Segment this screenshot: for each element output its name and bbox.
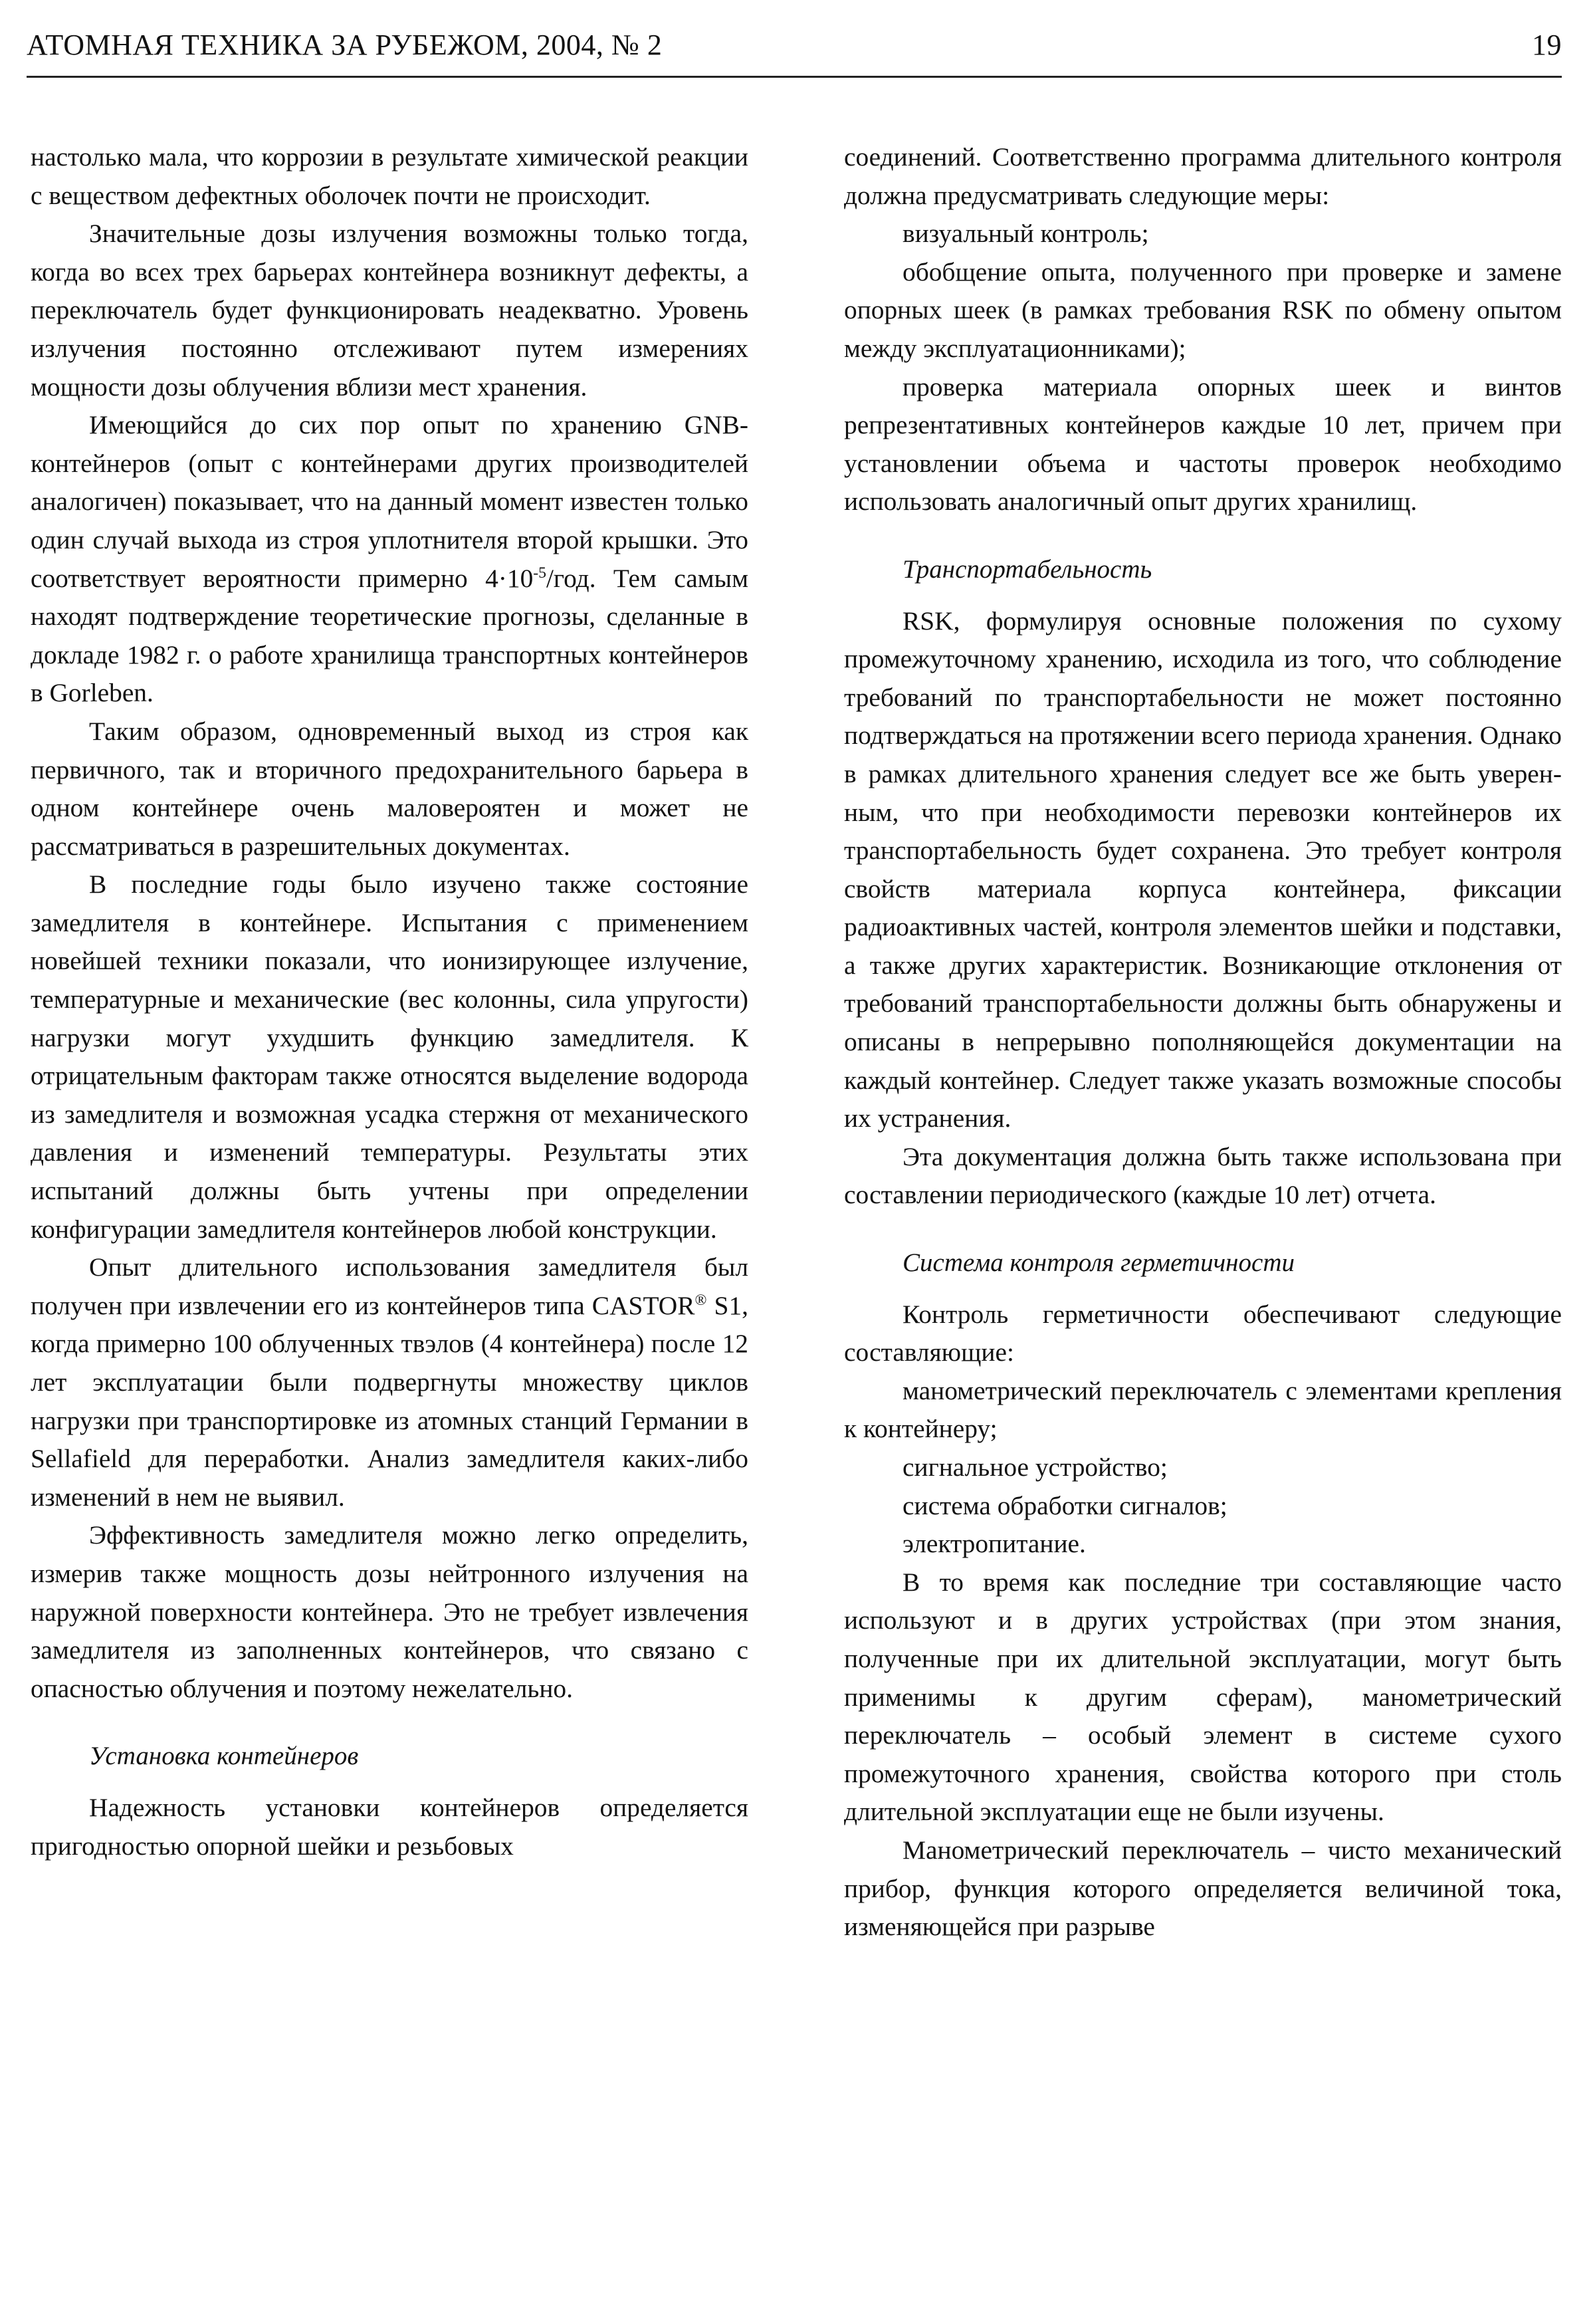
section-heading-transportability: Транспортабельность [903,554,1152,584]
section-heading-leak-control: Система контроля герметичности [903,1248,1295,1278]
left-column [31,138,748,1865]
list-item: система обработки сигналов; [903,1490,1227,1520]
paragraph-text: Имеющийся до сих пор опыт по хранению GNB-контейнеров (опыт с контейнерами других производителей аналогичен) показывает, что на данный момент известен только один случай выхода из строя уплотнителя второй крышки. Это соответствует вероятности примерно 4·10 [31,410,748,593]
paragraph-text: S1, когда примерно 100 облученных твэлов (4 контейнера) после 12 лет эксплуатации были подвергнуты множеству циклов нагрузки при транспортировке из атомных станций Германии в Sellafield для переработки. Анализ замедлителя каких-либо изменений в нем не выявил. [31,1290,748,1512]
paragraph: Эффективность замедлителя можно легко определить, измерив также мощность дозы нейтронного излучения на наружной поверхности контейнера. Это не требует извлечения замедлителя из заполненных контейнеров, что связано с опасностью облучения и поэтому нежелательно. [31,1520,748,1703]
paragraph: соединений. Соответственно программа длительного контроля должна предусматривать следующие меры: [844,142,1562,210]
paragraph: настолько мала, что коррозии в результате химической реакции с веществом дефектных оболочек почти не происходит. [31,142,748,210]
paragraph: Контроль герметичности обеспечивают следующие составляющие: [844,1299,1562,1367]
paragraph: В то время как последние три составляющие часто используют и в других устройствах (при этом знания, полученные при их длительной эксплуатации, могут быть применимы к другим сферам), манометрический переключатель – особый элемент в системе сухого промежуточного хранения, свойства которого при столь длительной эксплуатации еще не были изучены. [844,1567,1562,1827]
right-column [844,138,1562,1946]
list-item: проверка материала опорных шеек и винтов репрезентативных контейнеров каждые 10 лет, причем при установлении объема и частоты проверок необходимо использовать аналогичный опыт других хранилищ. [844,372,1562,517]
journal-title: АТОМНАЯ ТЕХНИКА ЗА РУБЕЖОМ, 2004, № 2 [27,29,663,61]
paragraph: Таким образом, одновременный выход из строя как первичного, так и вторичного предохранительного барьера в одном контейнере очень маловероятен и может не рассматриваться в разрешительных документах. [31,716,748,861]
paragraph-text: /год. Тем самым находят подтверждение теоретические прогнозы, сделанные в докладе 1982 г. о работе хранилища транспортных контейнеров в Gorleben. [31,563,748,708]
paragraph: Значительные дозы излучения возможны только тогда, когда во всех трех барьерах контейнера возникнут дефекты, а переключатель будет функционировать неадекватно. Уровень излучения постоянно отслеживают путем измерениях мощности дозы облучения вблизи мест хранения. [31,219,748,402]
list-item: манометрический переключатель с элементами крепления к контейнеру; [844,1375,1562,1444]
list-item: визуальный контроль; [903,219,1149,249]
paragraph: Эта документация должна быть также использована при составлении периодического (каждые 10 лет) отчета. [844,1141,1562,1210]
list-item: обобщение опыта, полученного при проверке и замене опорных шеек (в рамках требования RSK по обмену опытом между эксплуатационниками); [844,257,1562,363]
paragraph-text: Опыт длительного использования замедлителя был получен при извлечении его из контейнеров типа CASTOR [31,1252,748,1320]
section-heading-installation: Установка контейнеров [89,1742,359,1771]
paragraph [31,406,748,713]
paragraph: Надежность установки контейнеров определяется пригодностью опорной шейки и резьбовых [31,1792,748,1861]
exponent: -5 [533,564,546,582]
paragraph: В последние годы было изучено также состояние замедлителя в контейнере. Испытания с применением новейшей техники показали, что ионизирующее излучение, температурные и механические (вес колонны, сила упругости) нагрузки могут ухудшить функцию замедлителя. К отрицательным факторам также относятся выделение водорода из замедлителя и возможная усадка стержня от механического давления и изменений температуры. Результаты этих испытаний должны быть учтены при определении конфигурации замедлителя контейнеров любой конструкции. [31,870,748,1244]
paragraph: RSK, формулируя основные положения по сухому промежуточному хранению, исходила из того, что соблюдение требований по транспортабельности не может постоянно подтверждаться на протяжении всего периода хранения. Однако в рамках длительного хранения следует все же быть уверенным, что при необходимости перевозки контейнеров их транспортабельность будет сохранена. Это требует контроля свойств материала корпуса контейнера, фиксации радиоактивных частей, контроля элементов шейки и подставки, а также других характеристик. Возникающие отклонения от требований транспортабельности должны быть обнаружены и описаны в непрерывно пополняющейся документации на каждый контейнер. Следует также указать возможные способы их устранения. [844,606,1562,1133]
page-number: 19 [1532,29,1562,61]
list-item: электропитание. [903,1529,1086,1559]
list-item: сигнальное устройство; [903,1452,1168,1482]
paragraph: Манометрический переключатель – чисто механический прибор, функция которого определяется величиной тока, изменяющейся при разрыве [844,1835,1562,1942]
paragraph [31,1248,748,1516]
registered-mark: ® [694,1291,707,1309]
page-header [27,24,1562,78]
